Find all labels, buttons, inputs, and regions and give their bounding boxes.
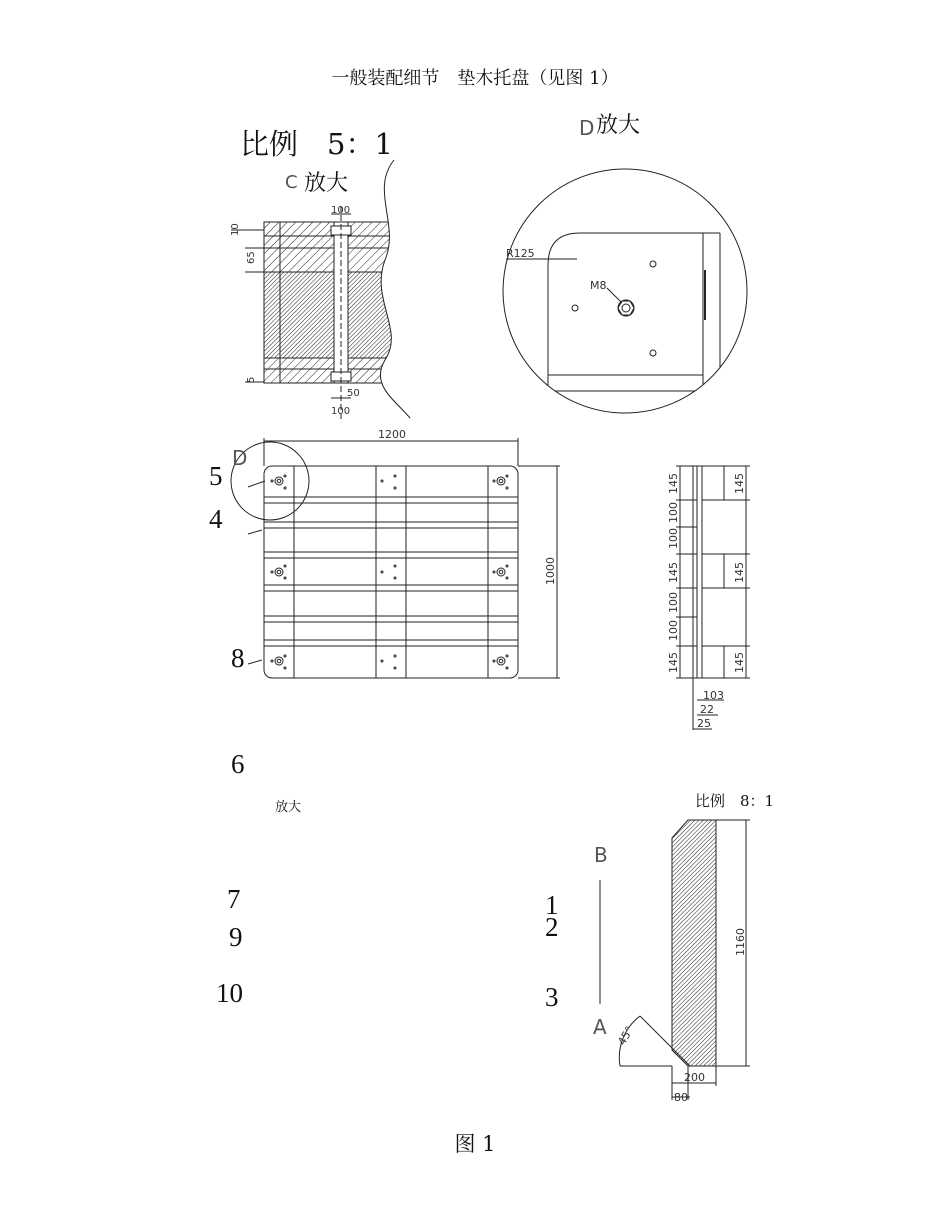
side-dim-2: 100 [667,502,680,523]
scale-label-8-1: 比例 8：1 [695,792,775,810]
item-number-9: 9 [229,922,243,952]
side-dim-4: 145 [667,562,680,583]
item-number-4: 4 [209,504,223,534]
bolt-label: M8 [590,279,607,292]
block-detail [600,820,750,1100]
side-dim-right-1: 145 [733,473,746,494]
detail-d-label: 放大 [596,113,641,138]
detail-c-label: 放大 [304,171,349,196]
block-chamfer-label: 80 [674,1091,688,1104]
small-detail-label: 放大 [275,800,302,815]
item-number-10: 10 [216,978,243,1008]
side-dim-5: 100 [667,592,680,613]
plan-width-label: 1200 [378,428,406,441]
dim-c-10: 10 [230,223,241,236]
detail-d-letter: D [579,116,595,140]
side-dim-6: 100 [667,620,680,641]
plan-view [231,438,560,678]
scale-label-5-1: 比例 5：1 [240,127,393,161]
item-number-8: 8 [231,643,245,673]
side-view-dims [667,473,746,730]
item-number-2: 2 [545,912,559,942]
item-number-6: 6 [231,749,245,779]
side-dim-right-2: 145 [733,562,746,583]
radius-label: R125 [506,247,535,260]
item-number-7: 7 [227,884,241,914]
plan-detail-marker: D [232,446,248,470]
side-dim-7: 145 [667,652,680,673]
dim-c-50: 50 [347,388,360,399]
block-height-label: 1160 [734,928,747,956]
block-angle-label: 45° [615,1024,637,1048]
dim-c-bottom: 100 [331,406,351,417]
side-dim-bottom-3: 25 [697,717,711,730]
side-dim-3: 100 [667,528,680,549]
block-width-label: 200 [684,1071,705,1084]
detail-d-zoom [503,169,747,420]
block-marker-a: A [593,1015,607,1039]
side-dim-1: 145 [667,473,680,494]
plan-depth-label: 1000 [544,557,557,585]
side-dim-bottom-2: 22 [700,703,714,716]
block-marker-b: B [594,843,608,867]
item-number-5: 5 [209,461,223,491]
side-dim-right-3: 145 [733,652,746,673]
dim-c-65: 65 [246,251,257,264]
page-title: 一般装配细节 垫木托盘（见图 1） [331,68,619,89]
side-dim-bottom-1: 103 [703,689,724,702]
figure-caption: 图 1 [454,1132,496,1156]
item-number-1: 1 [545,890,559,920]
detail-c-section [231,160,410,420]
dim-c-top: 100 [331,205,351,216]
detail-c-letter: C [285,172,298,193]
item-number-3: 3 [545,982,559,1012]
dim-c-5: 5 [246,376,257,383]
